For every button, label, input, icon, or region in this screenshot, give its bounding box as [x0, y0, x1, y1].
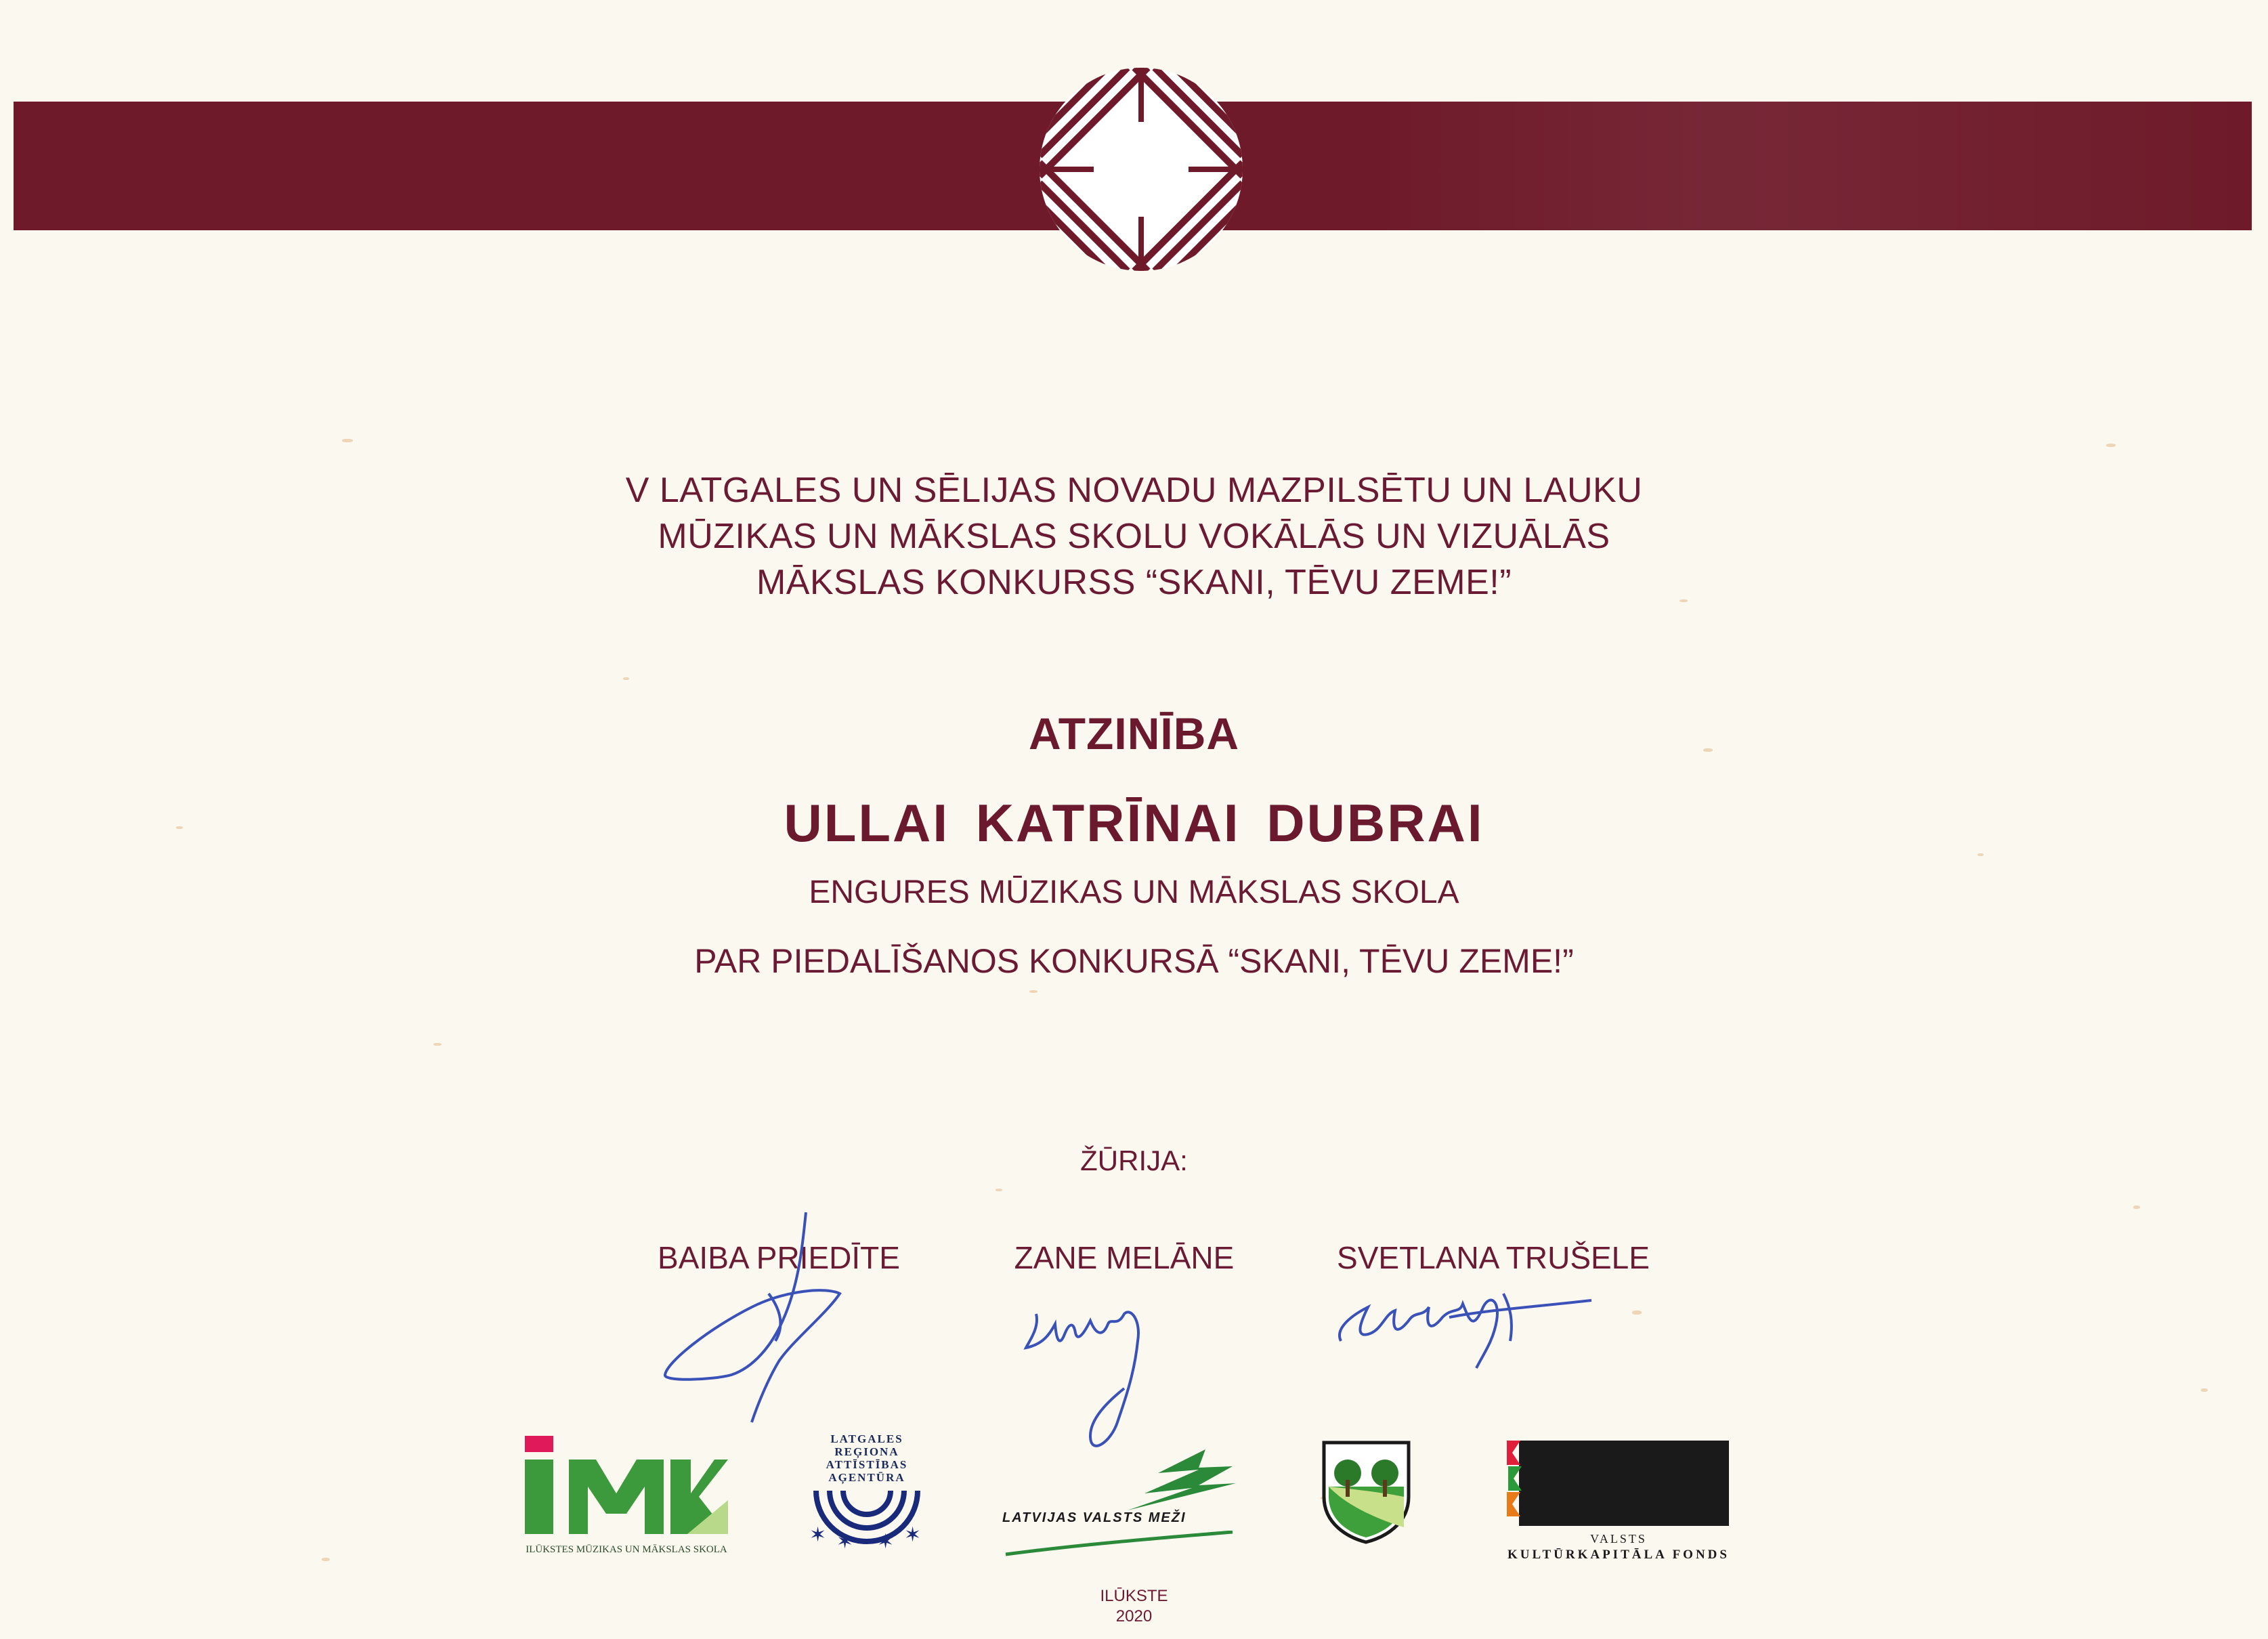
- emblem-logo: [1033, 61, 1249, 278]
- lvm-caption: LATVIJAS VALSTS MEŽI: [1002, 1510, 1186, 1525]
- jury-member-2: ZANE MELĀNE: [1014, 1240, 1235, 1275]
- lvm-logo: [1002, 1446, 1236, 1554]
- svg-text:✶: ✶: [836, 1531, 854, 1552]
- vkkf-mark-icon: [1507, 1439, 1730, 1527]
- year: 2020: [1115, 1607, 1153, 1625]
- place: ILŪKSTE: [1100, 1587, 1168, 1605]
- lvm-swoosh-icon: [1002, 1531, 1236, 1558]
- coat-of-arms-logo: [1321, 1439, 1412, 1544]
- svg-text:✶: ✶: [904, 1524, 922, 1546]
- vkkf-line-1: VALSTS: [1590, 1532, 1647, 1546]
- heading-line-2: MŪZIKAS UN MĀKSLAS SKOLU VOKĀLĀS UN VIZUĀLĀS: [658, 517, 1610, 556]
- lraa-logo: [803, 1432, 931, 1561]
- signature-1: [650, 1206, 867, 1429]
- contest-heading: [0, 467, 2268, 605]
- lraa-line-3: ATTĪSTĪBAS: [826, 1458, 908, 1471]
- jury-label: ŽŪRIJA:: [1080, 1145, 1188, 1176]
- lraa-line-4: AĢENTŪRA: [828, 1471, 905, 1484]
- coat-of-arms-icon: [1321, 1439, 1412, 1544]
- lraa-line-2: REĢIONA: [834, 1445, 899, 1458]
- place-and-year: [0, 1586, 2268, 1627]
- recipient-school: ENGURES MŪZIKAS UN MĀKSLAS SKOLA: [809, 874, 1459, 910]
- heading-line-1: V LATGALES UN SĒLIJAS NOVADU MAZPILSĒTU UN LAUKU: [625, 471, 1643, 510]
- award-reason: PAR PIEDALĪŠANOS KONKURSĀ “SKANI, TĒVU ZEME!”: [694, 942, 1574, 980]
- recipient-name: ULLAI KATRĪNAI DUBRAI: [784, 793, 1484, 853]
- jury-member-3: SVETLANA TRUŠELE: [1337, 1240, 1650, 1275]
- svg-text:✶: ✶: [877, 1531, 895, 1552]
- imms-caption: ILŪKSTES MŪZIKAS UN MĀKSLAS SKOLA: [526, 1544, 727, 1555]
- lraa-line-1: LATGALES: [830, 1432, 903, 1445]
- vkkf-logo: [1507, 1439, 1730, 1575]
- heading-line-3: MĀKSLAS KONKURSS “SKANI, TĒVU ZEME!”: [756, 563, 1512, 602]
- signature-3: [1327, 1280, 1598, 1375]
- imms-logo: [521, 1432, 731, 1554]
- jury-member-1: BAIBA PRIEDĪTE: [658, 1240, 900, 1275]
- lvm-tree-icon: [1002, 1446, 1236, 1514]
- lraa-mark-icon: [803, 1484, 931, 1552]
- svg-text:✶: ✶: [809, 1524, 827, 1546]
- award-title: ATZINĪBA: [1028, 708, 1240, 759]
- vkkf-line-2: KULTŪRKAPITĀLA FONDS: [1507, 1548, 1730, 1562]
- signature-2: [1023, 1287, 1178, 1470]
- imms-mark-icon: [521, 1432, 731, 1541]
